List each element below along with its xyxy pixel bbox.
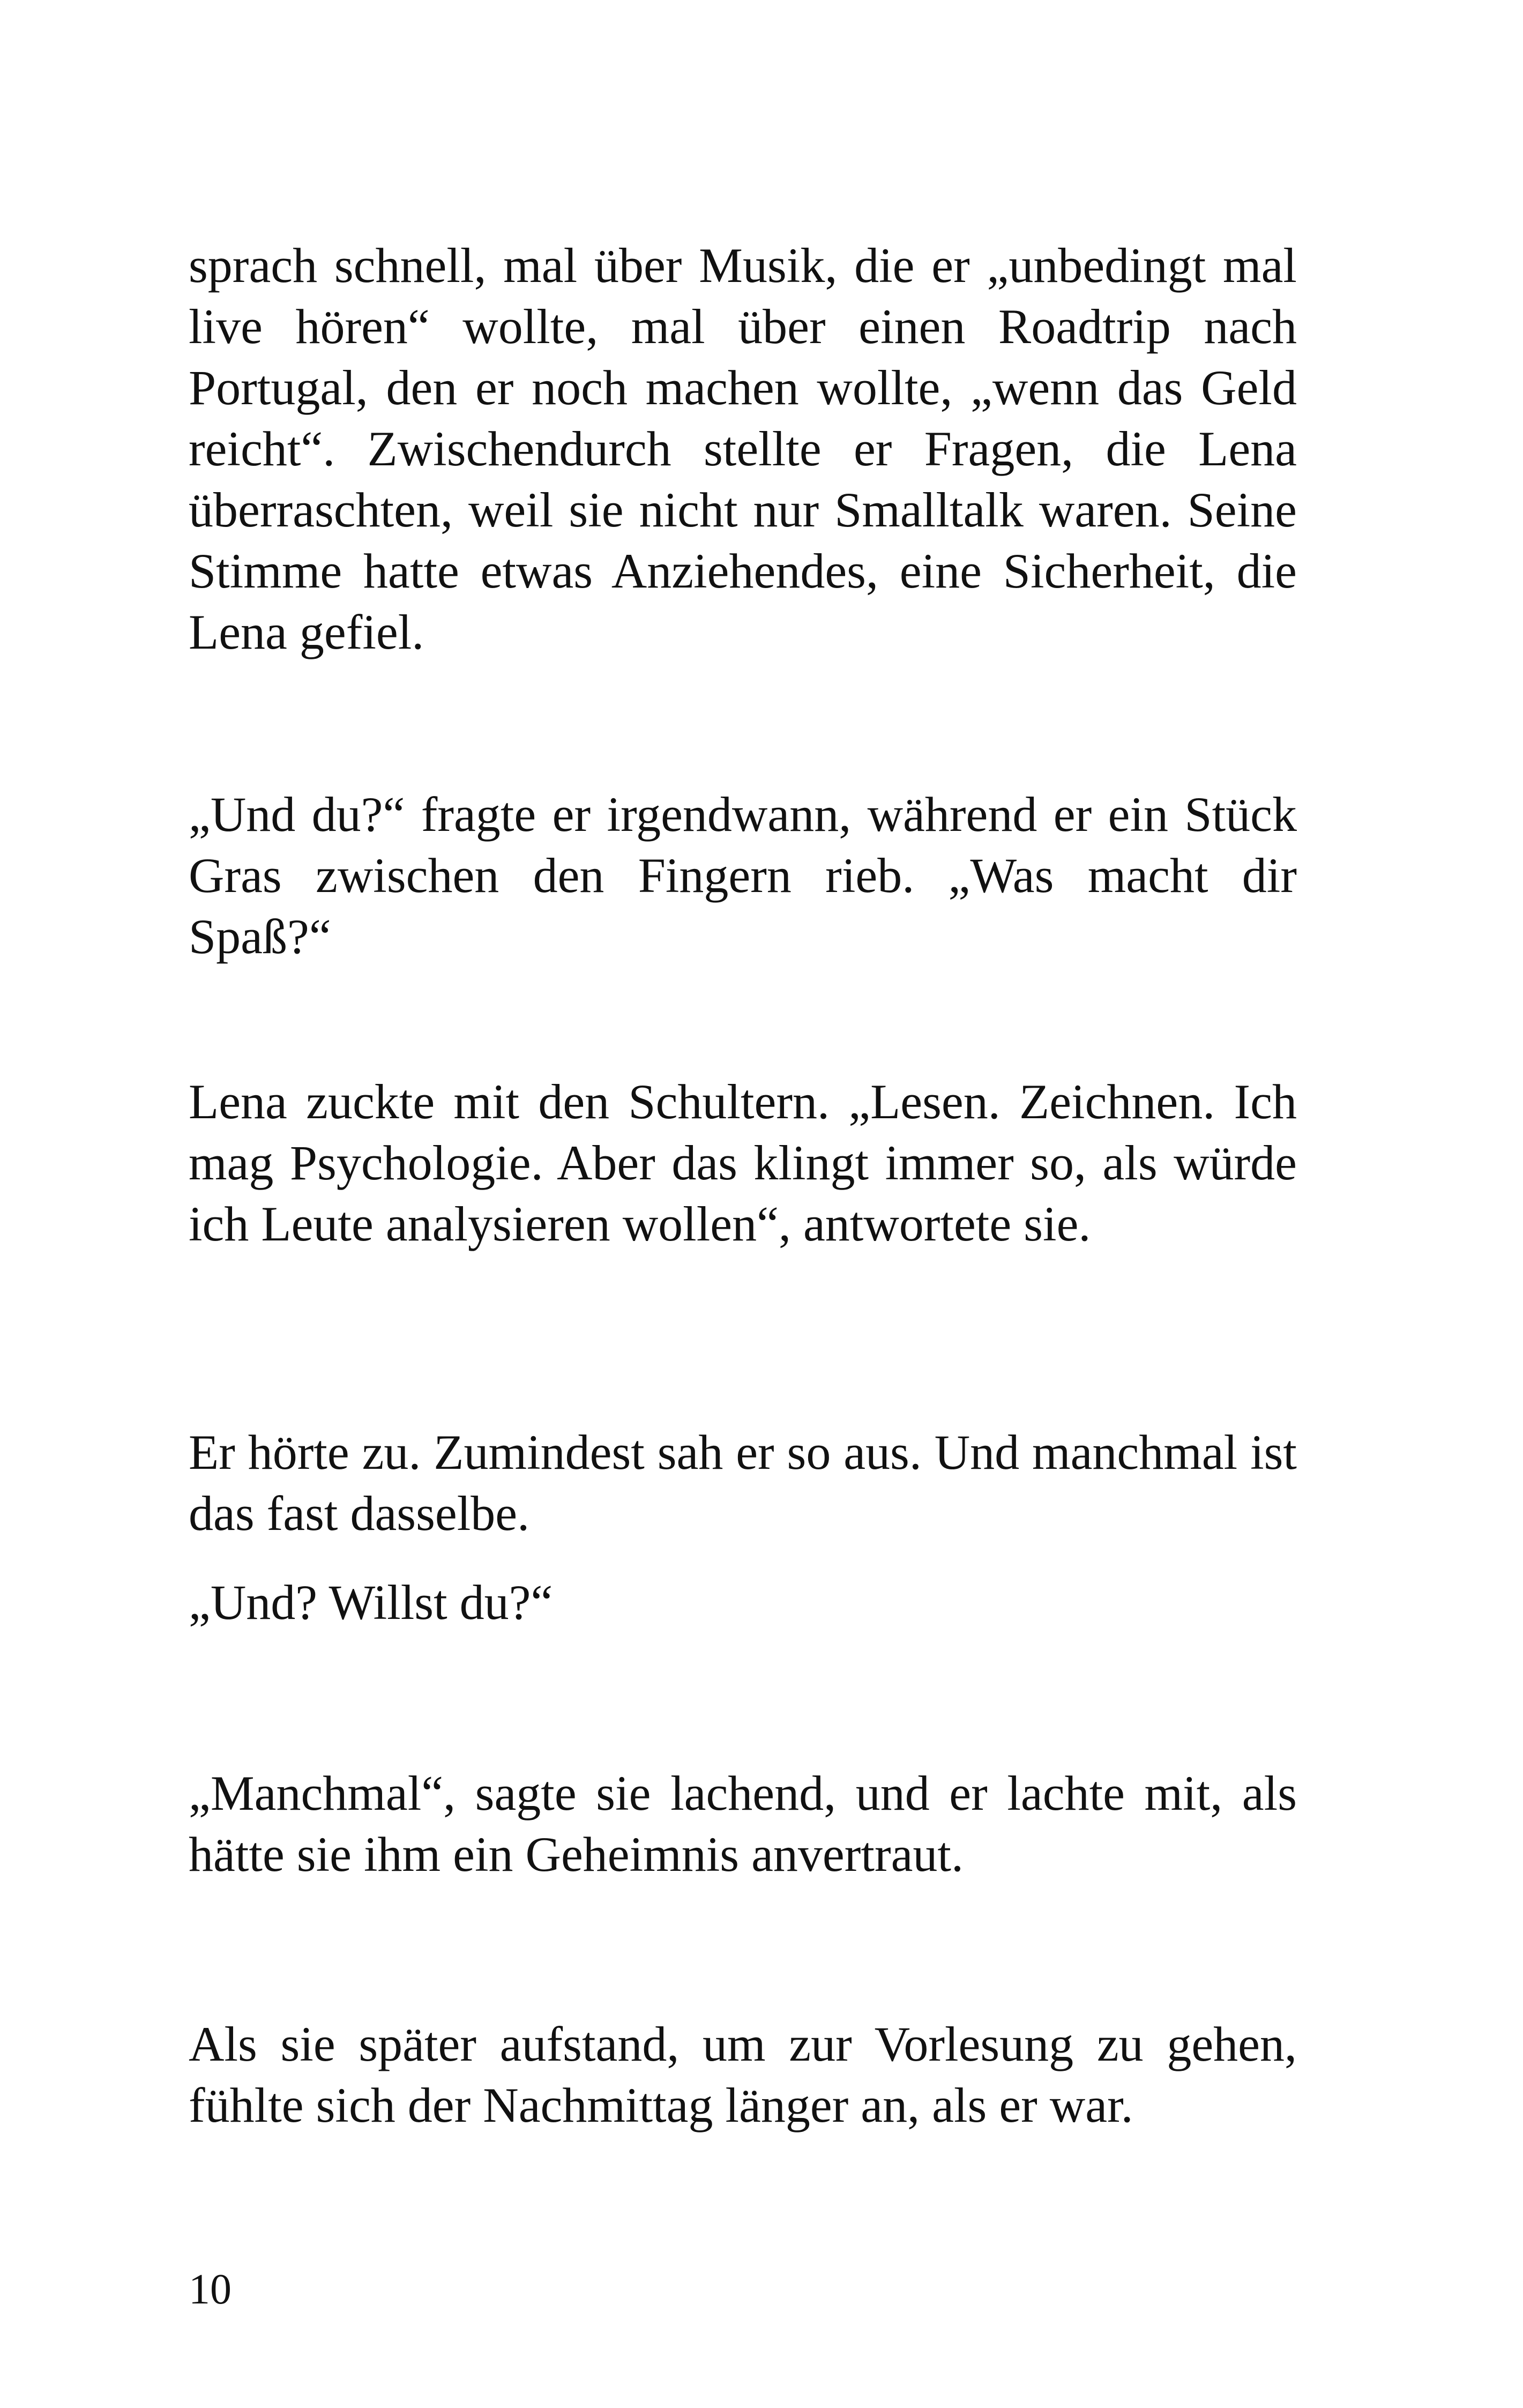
page-number: 10 xyxy=(189,2266,232,2313)
paragraph-1: sprach schnell, mal über Musik, die er „unbedingt mal live hören“ wollte, mal über einen Roadtrip nach Portugal, den er noch machen wollte, „wenn das Geld reicht“. Zwischendurch stellte er Fragen, die Lena überraschten, weil sie nicht nur Smalltalk waren. Seine Stimme hatte etwas Anziehendes, eine Sicherheit, die Lena gefiel. xyxy=(189,238,1297,659)
paragraph-2: „Und du?“ fragte er irgendwann, während er ein Stück Gras zwischen den Fingern rieb. „Was macht dir Spaß?“ xyxy=(189,787,1297,964)
paragraph-5: „Und? Willst du?“ xyxy=(189,1575,553,1630)
paragraph-7: Als sie später aufstand, um zur Vorlesung zu gehen, fühlte sich der Nachmittag länger an, als er war. xyxy=(189,2017,1297,2132)
paragraph-3: Lena zuckte mit den Schultern. „Lesen. Zeichnen. Ich mag Psychologie. Aber das klingt immer so, als würde ich Leute analysieren wollen“, antwortete sie. xyxy=(189,1074,1297,1251)
paragraph-6: „Manchmal“, sagte sie lachend, und er lachte mit, als hätte sie ihm ein Geheimnis anvertraut. xyxy=(189,1766,1297,1882)
paragraph-4: Er hörte zu. Zumindest sah er so aus. Und manchmal ist das fast dasselbe. xyxy=(189,1425,1297,1541)
